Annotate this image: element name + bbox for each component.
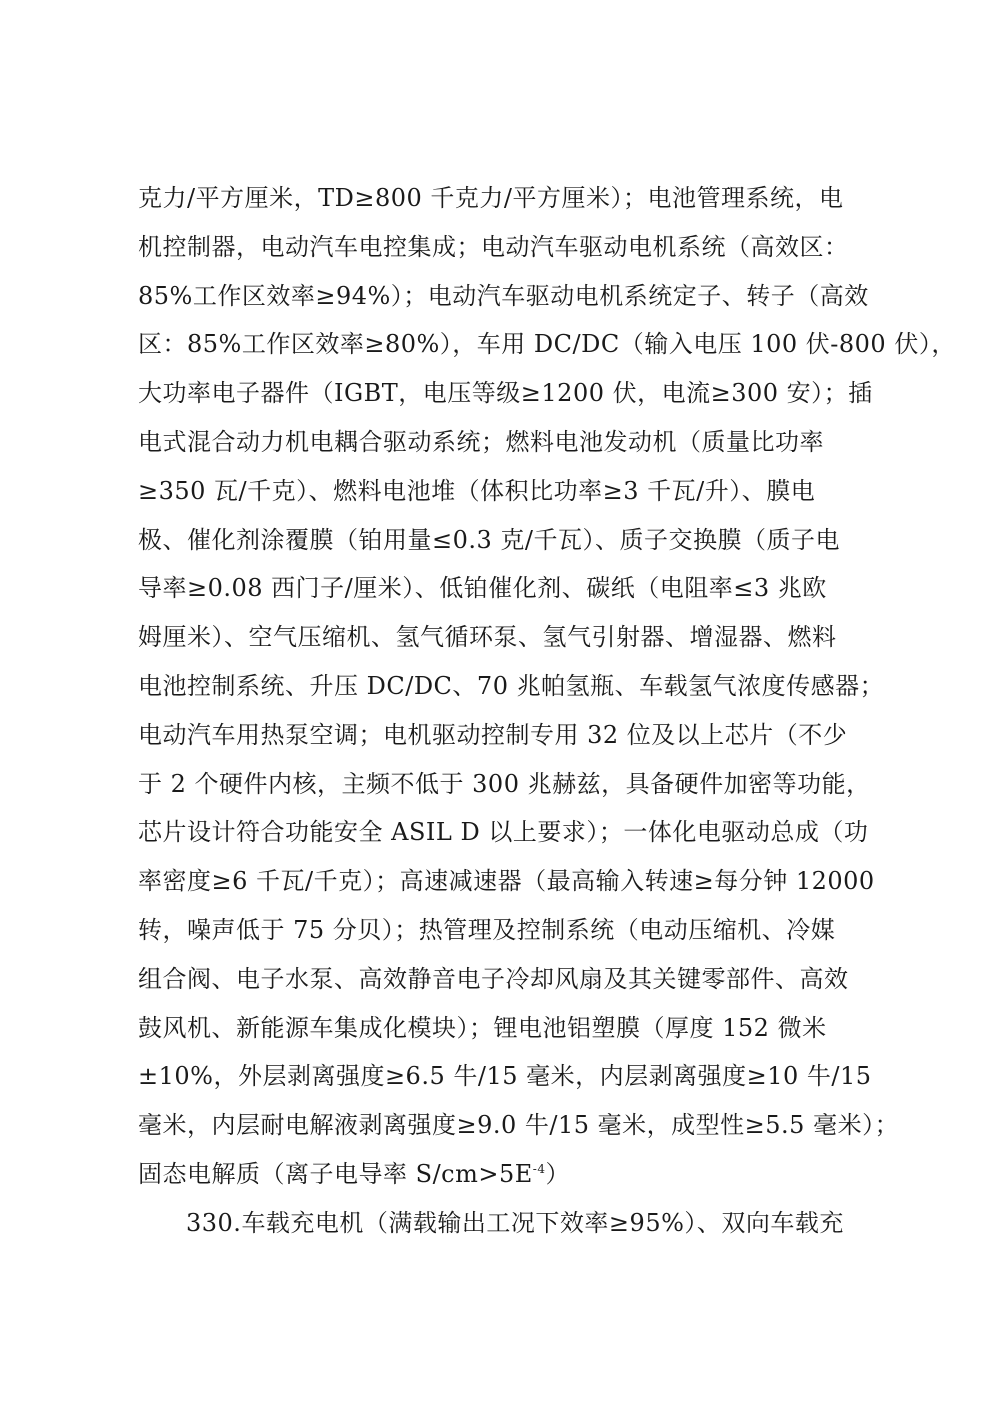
- text-line: 于 2 个硬件内核，主频不低于 300 兆赫兹，具备硬件加密等功能，: [138, 769, 871, 798]
- text-line: 85%工作区效率≥94%）；电动汽车驱动电机系统定子、转子（高效: [138, 281, 869, 310]
- text-line: 芯片设计符合功能安全 ASIL D 以上要求）；一体化电驱动总成（功: [138, 818, 869, 847]
- text-line: 大功率电子器件（IGBT，电压等级≥1200 伏，电流≥300 安）；插: [138, 379, 873, 408]
- text-line: 区：85%工作区效率≥80%），车用 DC/DC（输入电压 100 伏-800 伏），: [138, 330, 956, 359]
- text-line: 导率≥0.08 西门子/厘米）、低铂催化剂、碳纸（电阻率≤3 兆欧: [138, 574, 827, 603]
- text-line: ≥350 瓦/千克）、燃料电池堆（体积比功率≥3 千瓦/升）、膜电: [138, 476, 816, 505]
- text-line: ±10%，外层剥离强度≥6.5 牛/15 毫米，内层剥离强度≥10 牛/15: [138, 1062, 872, 1091]
- text-line: 电池控制系统、升压 DC/DC、70 兆帕氢瓶、车载氢气浓度传感器；: [138, 671, 885, 700]
- text-line: 转，噪声低于 75 分贝）；热管理及控制系统（电动压缩机、冷媒: [138, 915, 836, 944]
- text-line: 毫米，内层耐电解液剥离强度≥9.0 牛/15 毫米，成型性≥5.5 毫米）；: [138, 1111, 900, 1140]
- paragraph-330: 330.车载充电机（满载输出工况下效率≥95%）、双向车载充: [186, 1208, 844, 1237]
- text-line-last: [138, 1154, 868, 1203]
- text-line: 率密度≥6 千瓦/千克）；高速减速器（最高输入转速≥每分钟 12000: [138, 867, 875, 896]
- text-line: 组合阀、电子水泵、高效静音电子冷却风扇及其关键零部件、高效: [138, 964, 849, 993]
- last-line-text: 固态电解质（离子电导率 S/cm>5E: [138, 1159, 533, 1188]
- text-line: 极、催化剂涂覆膜（铂用量≤0.3 克/千瓦）、质子交换膜（质子电: [138, 525, 840, 554]
- text-line: 克力/平方厘米，TD≥800 千克力/平方厘米）；电池管理系统，电: [138, 184, 844, 212]
- closing-paren: ）: [545, 1159, 570, 1188]
- exponent: -4: [532, 1161, 546, 1176]
- text-line: 机控制器，电动汽车电控集成；电动汽车驱动电机系统（高效区：: [138, 232, 849, 261]
- text-line: 姆厘米）、空气压缩机、氢气循环泵、氢气引射器、增湿器、燃料: [138, 623, 837, 652]
- body-text: [138, 178, 956, 1252]
- text-line: 电式混合动力机电耦合驱动系统；燃料电池发动机（质量比功率: [138, 427, 824, 456]
- text-line: 电动汽车用热泵空调；电机驱动控制专用 32 位及以上芯片（不少: [138, 720, 848, 749]
- text-line: 鼓风机、新能源车集成化模块）；锂电池铝塑膜（厚度 152 微米: [138, 1013, 827, 1042]
